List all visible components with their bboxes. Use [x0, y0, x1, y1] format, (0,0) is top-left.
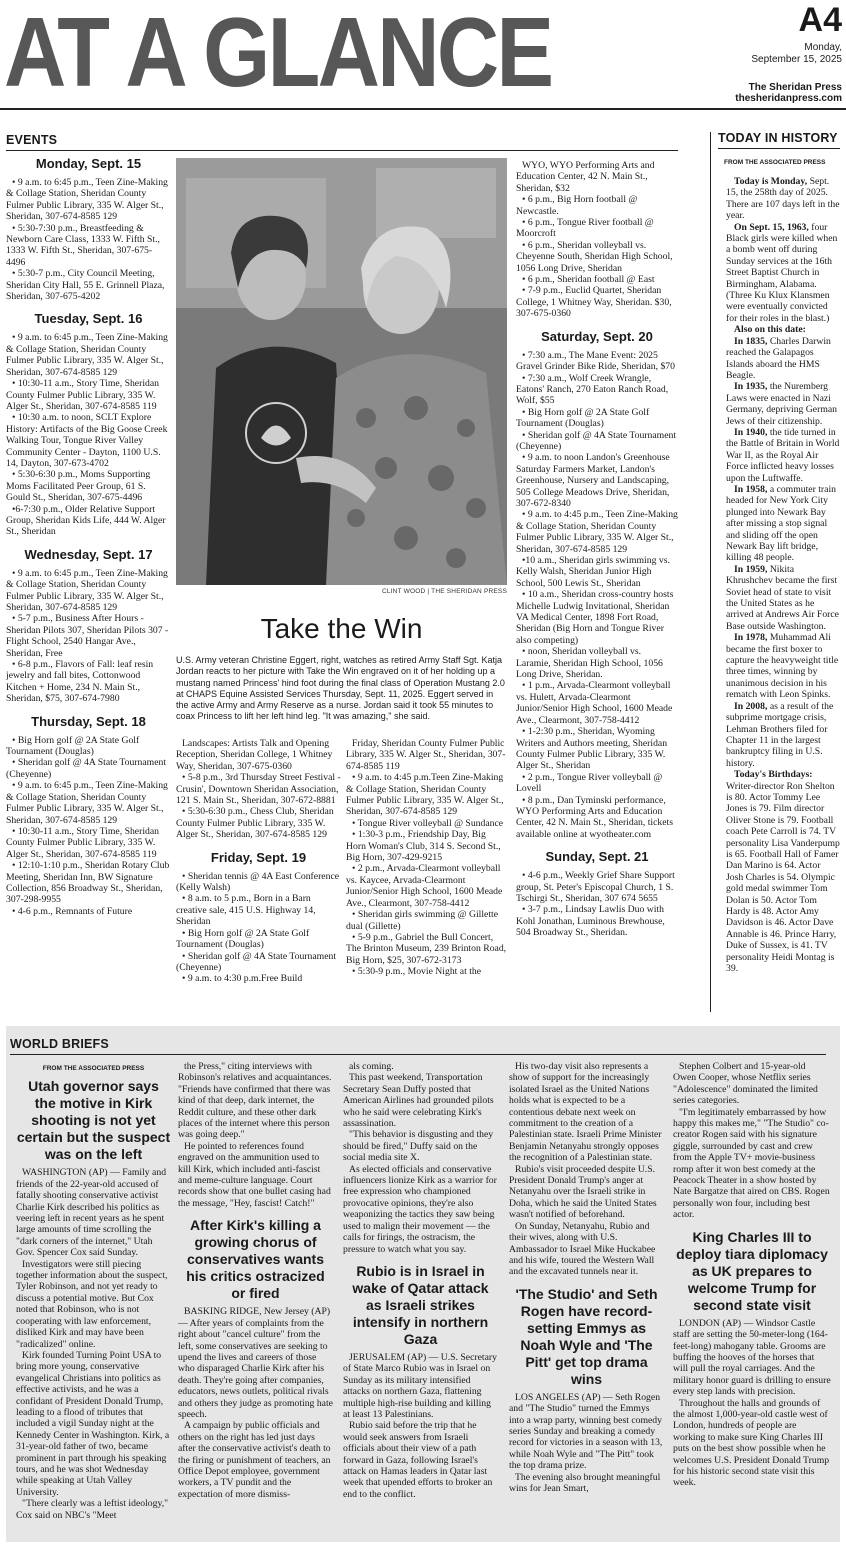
history-entry-text: Writer-director Ron Shelton is 80. Actor Tommy Lee Jones is 79. Film director Oliver Stone is 79. Football coach Pete Carroll is 74. TV personality Lisa Vanderpump is 65. Football Hall of Famer Dan Marino is 64. Actor Josh Charles is 54. Olympic gold medal swimmer Tom Dolan is 50. Actor Tom Hardy is 48. Actor Amy Davidson is 46. Actor Dave Annable is 46. Prince Harry, Duke of Sussex, is 41. TV personality Heidi Montag is 39.: [726, 780, 840, 975]
story4-continued: [673, 1061, 831, 1221]
events-section-label: EVENTS: [6, 133, 58, 147]
history-entry: [726, 484, 840, 564]
event-item: • 9 a.m. to 4:45 p.m.Teen Zine-Making & Collage Station, Sheridan County Fulmer Public Library, 335 W. Alger St., Sheridan, 307-674-8585 129: [346, 772, 504, 818]
story2-headline: After Kirk's killing a growing chorus of conservatives wants his critics ostracized or fired: [186, 1217, 325, 1302]
story3-continued: [509, 1061, 664, 1278]
event-item: • 5-8 p.m., 3rd Thursday Street Festival - Crusin', Downtown Sheridan Association, 121 S. Main St., Sheridan, 307-672-8881: [176, 772, 341, 807]
masthead-divider: [0, 108, 846, 110]
event-item: • 10 a.m., Sheridan cross-country hosts Michelle Ludwig Invitational, Sheridan VA Medical Center, 1898 Fort Road, Sheridan (Big Horn and Tongue River also competing): [516, 589, 674, 646]
story-paragraph: als coming.: [349, 1061, 394, 1072]
event-item: • 6 p.m., Sheridan football @ East: [522, 274, 655, 286]
story-paragraph: On Sunday, Netanyahu, Rubio and their wives, along with U.S. Ambassador to Israel Mike Huckabee and his wife, toured the Western Wall and the excavated tunnels near it.: [509, 1220, 656, 1278]
day-heading: Saturday, Sept. 20: [541, 328, 653, 344]
event-item: • 8 a.m. to 5 p.m., Born in a Barn creative sale, 415 U.S. Highway 14, Sheridan: [176, 893, 316, 928]
event-item: • 6 p.m., Tongue River football @ Moorcroft: [516, 217, 654, 240]
story3-headline: Rubio is in Israel in wake of Qatar attack as Israeli strikes intensify in northern Gaza: [352, 1262, 489, 1347]
photo-credit: CLINT WOOD | THE SHERIDAN PRESS: [381, 588, 507, 595]
event-item: • 8 p.m., Dan Tyminski performance, WYO Performing Arts and Education Center, 42 N. Main St., Sheridan, tickets available online at wyotheater.com: [516, 794, 674, 840]
event-item: • 9 a.m. to 6:45 p.m., Teen Zine-Making & Collage Station, Sheridan County Fulmer Public Library, 335 W. Alger St., Sheridan, 307-674-8585 129: [6, 567, 168, 613]
event-item: • Tongue River volleyball @ Sundance: [352, 817, 504, 829]
history-entry-text: Nikita Khrushchev became the first Soviet head of state to visit the United States as he arrived at Andrews Air Force Base outside Washington.: [726, 563, 839, 632]
story1-body: [16, 1167, 171, 1521]
event-item: • 5:30-6:30 p.m., Chess Club, Sheridan County Fulmer Public Library, 335 W. Alger St., Sheridan, 307-674-8585 129: [176, 806, 334, 841]
history-entry-text: the tide turned in the Battle of Britain in World War II, as the Royal Air Force inflicted heavy losses upon the Luftwaffe.: [726, 426, 840, 484]
events-column-3: [346, 738, 508, 1018]
history-kicker: FROM THE ASSOCIATED PRESS: [724, 159, 826, 166]
story-paragraph: LONDON (AP) — Windsor Castle staff are setting the 50-meter-long (164-feet-long) mahogany table. Grooms are buffing the hooves of the horses that will pull the royal carriages. And the military honor guard is drilling to ensure every step lands with precision.: [673, 1317, 831, 1398]
events-column-1: [6, 156, 171, 1018]
briefs-column-3: [343, 1061, 498, 1539]
history-entry: [726, 701, 840, 769]
day-heading: Wednesday, Sept. 17: [24, 546, 153, 562]
story-paragraph: LOS ANGELES (AP) — Seth Rogen and "The Studio" turned the Emmys into a wrap party, winning best comedy series Sunday and breaking a comedy record for victories in a season with 13, while Noah Wyle and "The Pitt" took the top drama prize.: [509, 1391, 663, 1472]
event-item: • 9 a.m. to 4:30 p.m.Free Build: [182, 973, 303, 985]
story-paragraph: The evening also brought meaningful wins for Jean Smart,: [509, 1471, 661, 1494]
event-item: • 2 p.m., Tongue River volleyball @ Lovell: [516, 771, 663, 795]
story1-continued: [178, 1061, 333, 1209]
event-item: • 5:30-9 p.m., Movie Night at the: [352, 966, 482, 978]
briefs-kicker: FROM THE ASSOCIATED PRESS: [42, 1065, 145, 1072]
issue-date-text: September 15, 2025: [751, 54, 842, 65]
history-entry-lead: Also on this date:: [734, 324, 806, 336]
world-briefs-head: [10, 1036, 826, 1055]
feature-photo: [176, 158, 507, 585]
event-item: • 3-7 p.m., Lindsay Lawlis Duo with Kohl Jonathan, Luminous Brewhouse, 504 Broadway St., Sheridan.: [516, 904, 665, 939]
event-item: • 5:30-7 p.m., City Council Meeting, Sheridan City Hall, 55 E. Grinnell Plaza, Sheridan, 307-675-4202: [6, 268, 165, 303]
story-paragraph: Rubio said before the trip that he would seek answers from Israeli officials about their view of a path forward in Gaza, following Israel's attack on Hamas leaders in Qatar last week that upended efforts to broker an end to the conflict.: [343, 1420, 493, 1500]
briefs-column-4: [509, 1061, 664, 1539]
event-item: •6-7:30 p.m., Older Relative Support Group, Sheridan Kids Life, 444 W. Alger St., Sheridan: [6, 503, 166, 538]
story-paragraph: A campaign by public officials and others on the right has led just days after the conservative activist's death to the firing or punishment of teachers, an Office Depot employee, government workers, a TV pundit and the expectation of more dismiss-: [178, 1420, 331, 1500]
story-paragraph: His two-day visit also represents a show of support for the increasingly isolated Israel as the United Nations holds what is expected to be a contentious debate next week on commitment to the creation of a Palestinian state. Israeli Prime Minister Benjamin Netanyahu strongly opposes the recognition of a Palestinian state.: [509, 1061, 662, 1164]
story-paragraph: Stephen Colbert and 15-year-old Owen Cooper, whose Netflix series "Adolescence" dominated the limited series categories.: [673, 1061, 818, 1107]
event-item: • Big Horn golf @ 2A State Golf Tournament (Douglas): [6, 734, 140, 758]
event-item: WYO, WYO Performing Arts and Education Center, 42 N. Main St., Sheridan, $32: [516, 160, 655, 194]
event-item: • 1 p.m., Arvada-Clearmont volleyball vs. Hulett, Arvada-Clearmont Junior/Senior High School, 1600 Meade Ave., Clearmont, 307-758-4412: [516, 680, 673, 726]
story1-headline: Utah governor says the motive in Kirk shooting is not yet certain but the suspect was on the left: [16, 1078, 171, 1163]
feature-headline: Take the Win: [260, 613, 423, 644]
event-item: • 5:30-6:30 p.m., Moms Supporting Moms Facilitated Peer Group, 61 S. Gould St., Sheridan, 307-675-4496: [6, 469, 151, 504]
day-heading: Sunday, Sept. 21: [545, 849, 649, 865]
event-item: • 7:30 a.m., Wolf Creek Wrangle, Eatons' Ranch, 270 Eaton Ranch Road, Wolf, $55: [516, 372, 669, 407]
history-entry-text: Muhammad Ali became the first boxer to capture the heavyweight title three times, winning by unanimous decision in his rematch with Leon Spinks.: [726, 632, 839, 701]
story4-body: [509, 1392, 664, 1495]
event-item: • 5:30-7:30 p.m., Breastfeeding & Newborn Care Class, 1333 W. Fifth St., 1333 W. Fifth St., Sheridan, 307-675-4496: [6, 222, 160, 268]
event-item: • 4-6 p.m., Weekly Grief Share Support group, St. Peter's Episcopal Church, 1 S. Tschirgi St., Sheridan, 307 674 5655: [516, 870, 675, 904]
events-section-head: [6, 132, 678, 151]
event-item: • 12:10-1:10 p.m., Sheridan Rotary Club Meeting, Sheridan Inn, BW Signature Collection, 856 Broadway St., Sheridan, 307-298-9955: [6, 860, 170, 906]
story-paragraph: Kirk founded Turning Point USA to bring more young, conservative evangelical Christians into politics as effective activists, and he was a confidant of President Donald Trump, leading to a flood of tributes that included a vigil Sunday night at the Kennedy Center in Washington. Kirk, a 31-year-old father of two, became prominent in part through his speaking tours, and he was shot Wednesday while speaking at Utah Valley University.: [16, 1349, 170, 1498]
event-item: • 2 p.m., Arvada-Clearmont volleyball vs. Kaycee, Arvada-Clearmont Junior/Senior High School, 1600 Meade Ave., Clearmont, 307-758-4412: [346, 863, 503, 909]
story2-body: [178, 1306, 333, 1500]
event-item: • Sheridan golf @ 4A State Tournament (Cheyenne): [6, 757, 167, 780]
event-item: • 7-9 p.m., Euclid Quartet, Sheridan College, 1 Whitney Way, Sheridan. $30, 307-675-0360: [516, 285, 672, 320]
story4-headline: 'The Studio' and Seth Rogen have record-setting Emmys as Noah Wyle and 'The Pitt' get top drama wins: [515, 1285, 658, 1387]
column-divider: [710, 132, 711, 1012]
event-item: • 10:30 a.m. to noon, SCLT Explore History: Artifacts of the Big Goose Creek Walking Tour, Tongue River Valley Community Center - Dayton, 1100 U.S. 14, Dayton, 307-673-4702: [6, 412, 168, 469]
history-section-head: [718, 130, 840, 149]
event-item: • 4-6 p.m., Remnants of Future: [12, 905, 133, 917]
world-briefs-label: WORLD BRIEFS: [10, 1037, 109, 1051]
event-item: • 5-7 p.m., Business After Hours - Sheridan Pilots 307, Sheridan Pilots 307 - Flight School, 2540 Hangar Ave., Sheridan, Free: [6, 613, 169, 659]
history-entry-lead: In 1835,: [734, 335, 768, 347]
history-entry: [726, 632, 840, 700]
history-entry: [726, 176, 840, 222]
history-entry-lead: In 2008,: [734, 700, 768, 712]
page-title: AT A GLANCE: [4, 0, 552, 107]
history-entry-text: a commuter train headed for New York City plunged into Newark Bay after missing a stop signal and sliding off the open Newark Bay lift bridge, killing 48 people.: [726, 483, 836, 564]
history-entry: [726, 222, 840, 325]
publication-info: [735, 82, 842, 104]
history-entry-text: Sept. 15, the 258th day of 2025. There are 107 days left in the year.: [726, 176, 840, 222]
story-paragraph: "There clearly was a leftist ideology," Cox said on NBC's "Meet: [16, 1498, 169, 1521]
history-body: [718, 176, 840, 974]
story-paragraph: Throughout the halls and grounds of the almost 1,000-year-old castle west of London, hundreds of people are working to make sure King Charles III puts on the best show possible when he welcomes U.S. President Donald Trump for his historic second state visit this week.: [673, 1397, 830, 1489]
day-heading: Monday, Sept. 15: [35, 156, 142, 171]
event-item: • 6-8 p.m., Flavors of Fall: leaf resin jewelry and fall bites, Cottonwood Kitchen + Home, 234 N. Main St., Sheridan, $75, 307-674-7980: [6, 659, 154, 705]
story-paragraph: Investigators were still piecing together information about the suspect, Tyler Robinson, and not yet ready to discuss a potential motive. But Cox noted that Robinson, who is not cooperating with law enforcement, disliked Kirk and may have been "radicalized" online.: [16, 1258, 168, 1350]
event-item: • 10:30-11 a.m., Story Time, Sheridan County Fulmer Public Library, 335 W. Alger St., Sheridan, 307-674-8585 119: [6, 825, 160, 860]
day-heading: Thursday, Sept. 18: [31, 713, 146, 729]
history-entry-text: four Black girls were killed when a bomb went off during Sunday services at the 16th Street Baptist Church in Birmingham, Alabama. (Three Ku Klux Klansmen were eventually convicted for their roles in the blast.): [726, 221, 838, 324]
story-paragraph: Rubio's visit proceeded despite U.S. President Donald Trump's anger at Netanyahu over the Israeli strike in Doha, which he said the United States wasn't notified of beforehand.: [509, 1163, 657, 1221]
event-item: • 5-9 p.m., Gabriel the Bull Concert, The Brinton Museum, 239 Brinton Road, Big Horn, $25, 307-672-3173: [346, 931, 507, 966]
history-entry: [726, 324, 840, 335]
event-item: • 1:30-3 p.m., Friendship Day, Big Horn Woman's Club, 314 S. Second St., Big Horn, 307-429-9215: [346, 829, 501, 864]
history-section-label: TODAY IN HISTORY: [718, 131, 838, 145]
event-item: • Big Horn golf @ 2A State Golf Tournament (Douglas): [516, 406, 650, 430]
event-item: • 1-2:30 p.m., Sheridan, Wyoming Writers and Authors meeting, Sheridan County Fulmer Public Library, 335 W. Alger St., Sheridan: [516, 726, 668, 772]
story5-headline: King Charles III to deploy tiara diplomacy as UK prepares to welcome Trump for second state visit: [676, 1228, 828, 1313]
briefs-column-1: [16, 1061, 171, 1539]
event-item: •10 a.m., Sheridan girls swimming vs. Kelly Walsh, Sheridan Junior High School, 500 Lewis St., Sheridan: [516, 555, 670, 589]
event-item: Friday, Sheridan County Fulmer Public Library, 335 W. Alger St., Sheridan, 307-674-8585 119: [346, 738, 506, 772]
history-entry-lead: On Sept. 15, 1963,: [734, 221, 809, 233]
story5-body: [673, 1318, 831, 1489]
event-item: • 7:30 a.m., The Mane Event: 2025 Gravel Grinder Bike Ride, Sheridan, $70: [516, 349, 675, 373]
history-entry-lead: In 1935,: [734, 381, 768, 393]
event-item: • 6 p.m., Big Horn football @ Newcastle.: [516, 194, 638, 217]
story2-continued: [343, 1061, 498, 1255]
story-paragraph: WASHINGTON (AP) — Family and friends of the 22-year-old accused of fatally shooting conservative activist Charlie Kirk described his politics as veering left in recent years as he spent large amounts of time scrolling the "dark corners of the internet," Utah Gov. Spencer Cox said Sunday.: [16, 1167, 167, 1259]
history-entry-lead: In 1978,: [734, 632, 768, 644]
history-entry-text: the Nuremberg Laws were enacted in Nazi Germany, depriving German Jews of their citizenship.: [726, 381, 838, 427]
feature-photo-illustration: [176, 158, 507, 585]
history-entry-lead: In 1959,: [734, 563, 768, 575]
history-entry: [726, 564, 840, 632]
history-entry-text: Charles Darwin reached the Galapagos Islands aboard the HMS Beagle.: [726, 335, 831, 381]
event-item: • 9 a.m. to 6:45 p.m., Teen Zine-Making & Collage Station, Sheridan County Fulmer Public Library, 335 W. Alger St., Sheridan, 307-674-8585 129: [6, 780, 168, 826]
today-in-history: [718, 130, 840, 1015]
event-item: • Sheridan girls swimming @ Gillette dual (Gillette): [346, 909, 499, 932]
story-paragraph: "I'm legitimately embarrassed by how happy this makes me," "The Studio" co-creator Rogen said with his signature giggle, surrounded by cast and crew from the Apple TV+ movie-business romp after it won best comedy at the Peacock Theater in a show hosted by Nate Bargatze that aired on CBS. Rogen personally won four, including best actor.: [673, 1106, 830, 1221]
story-paragraph: As elected officials and conservative influencers lionize Kirk as a warrior for free expression who championed provocative opinions, they're also weaponizing the tactics they saw being used to malign their movement — the calls for firings, the ostracism, the pressure to watch what you say.: [343, 1163, 497, 1255]
story-paragraph: BASKING RIDGE, New Jersey (AP) — After years of complaints from the right about "cancel culture" from the left, some conservatives are seeking to upend the lives and careers of those who disparaged Charlie Kirk after his death. They're going after companies, educators, news outlets, political rivals and others they judge as promoting hate speech.: [178, 1306, 333, 1420]
story-paragraph: This past weekend, Transportation Secretary Sean Duffy posted that American Airlines had grounded pilots who he said were celebrating Kirk's assassination.: [343, 1072, 494, 1130]
publication-website: thesheridanpress.com: [735, 93, 842, 104]
briefs-column-5: [673, 1061, 831, 1539]
events-column-2: [176, 738, 341, 1018]
event-item: • Sheridan golf @ 4A State Tournament (Cheyenne): [516, 429, 677, 452]
event-item: • 9 a.m. to noon Landon's Greenhouse Saturday Farmers Market, Landon's Greenhouse, Nursery and Landscaping, 505 College Meadows Drive, Sheridan, 307-672-8340: [516, 452, 670, 509]
history-entry: [726, 769, 840, 974]
history-entry-lead: In 1958,: [734, 483, 768, 495]
event-item: • 9 a.m. to 4:45 p.m., Teen Zine-Making & Collage Station, Sheridan County Fulmer Public Library, 335 W. Alger St., Sheridan, 307-674-8585 129: [516, 509, 678, 555]
issue-weekday: Monday,: [804, 42, 842, 53]
event-item: • noon, Sheridan volleyball vs. Laramie, Sheridan High School, 1056 Long Drive, Sheridan.: [516, 646, 663, 681]
day-heading: Friday, Sept. 19: [210, 849, 307, 865]
feature-caption: U.S. Army veteran Christine Eggert, right, watches as retired Army Staff Sgt. Katja Jordan reacts to her picture with Take the Win engraved on it of her holding up a mustang named Princess' hind foot during the final class of Operation Mustang 2.0 at CHAPS Equine Assisted Services Thursday, Sept. 11, 2025. Eggert served in the active Army and Army Reserve as a nurse. Jordan said it took 55 minutes to coax Princess to lift her left hind leg. "It was amazing," she said.: [176, 655, 505, 722]
history-entry-lead: Today's Birthdays:: [734, 769, 813, 781]
event-item: • 9 a.m. to 6:45 p.m., Teen Zine-Making & Collage Station, Sheridan County Fulmer Public Library, 335 W. Alger St., Sheridan, 307-674-8585 129: [6, 332, 168, 378]
story-paragraph: "This behavior is disgusting and they should be fired," Duffy said on the social media site X.: [343, 1129, 494, 1164]
history-entry-lead: Today is Monday,: [734, 176, 808, 187]
events-column-4: [516, 160, 678, 1018]
event-item: • Big Horn golf @ 2A State Golf Tournament (Douglas): [176, 927, 310, 951]
day-heading: Tuesday, Sept. 16: [34, 311, 143, 327]
briefs-column-2: [178, 1061, 333, 1539]
event-item: • Sheridan golf @ 4A State Tournament (Cheyenne): [176, 950, 337, 973]
event-item: • 6 p.m., Sheridan volleyball vs. Cheyenne South, Sheridan High School, 1056 Long Drive, Sheridan: [516, 239, 673, 274]
story-paragraph: He pointed to references found engraved on the ammunition used to kill Kirk, which included anti-fascist and meme-culture language. Court records show that one bullet casing had the message, "Hey, fascist! Catch!": [178, 1140, 331, 1209]
story3-body: [343, 1352, 498, 1500]
history-entry: [726, 336, 840, 382]
history-entry-lead: In 1940,: [734, 426, 768, 438]
issue-date: [751, 42, 842, 66]
history-entry: [726, 427, 840, 484]
publication-name: The Sheridan Press: [748, 82, 842, 93]
page-number: A4: [798, 1, 842, 39]
event-item: Landscapes: Artists Talk and Opening Reception, Sheridan College, 1 Whitney Way, Sheridan, 307-675-0360: [176, 738, 333, 772]
story-paragraph: JERUSALEM (AP) — U.S. Secretary of State Marco Rubio was in Israel on Sunday as its military intensified attacks on northern Gaza, flattening multiple high-rise building and killing at least 13 Palestinians.: [343, 1351, 497, 1420]
story-paragraph: the Press," citing interviews with Robinson's relatives and acquaintances. "Friends have confirmed that there was kind of that deep, dark internet, the Reddit culture, and these other dark places of the internet where this person was going deep.": [178, 1061, 332, 1141]
event-item: • Sheridan tennis @ 4A East Conference (Kelly Walsh): [176, 870, 340, 894]
event-item: • 9 a.m. to 6:45 p.m., Teen Zine-Making & Collage Station, Sheridan County Fulmer Public Library, 335 W. Alger St., Sheridan, 307-674-8585 129: [6, 177, 168, 223]
history-entry: [726, 381, 840, 427]
history-entry-text: as a result of the subprime mortgage crisis, Lehman Brothers filed for Chapter 11 in the largest bankruptcy filing in U.S. history.: [726, 700, 834, 769]
event-item: • 10:30-11 a.m., Story Time, Sheridan County Fulmer Public Library, 335 W. Alger St., Sheridan, 307-674-8585 119: [6, 378, 160, 412]
